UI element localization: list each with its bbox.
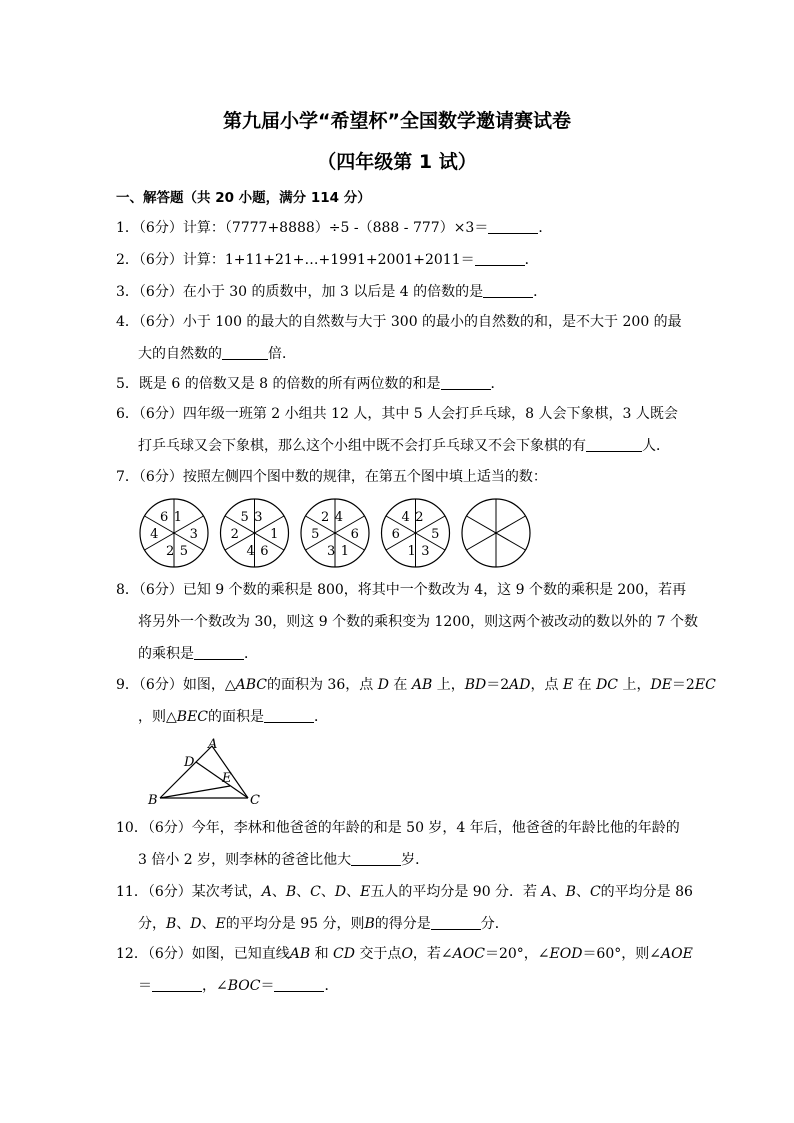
circle-number: 3 (189, 527, 198, 542)
answer-blank[interactable] (586, 435, 642, 452)
circle-number: 1 (407, 544, 416, 560)
circle-number: 5 (179, 544, 189, 560)
circle-number: 4 (334, 509, 344, 525)
question-9: 9．（6分）如图，△ABC的面积为 36，点 D 在 AB 上，BD＝2AD，点 E 在 DC 上，DE＝2EC ，则△BEC的面积是 ． (116, 677, 716, 725)
answer-blank[interactable] (488, 217, 538, 234)
circle-number: 3 (254, 509, 263, 525)
circle-number: 5 (311, 527, 320, 542)
question-3: 3．（6分）在小于 30 的质数中，加 3 以后是 4 的倍数的是 ． (116, 276, 678, 308)
answer-blank[interactable] (264, 706, 314, 723)
number-circles-figure (138, 495, 538, 571)
circle-number: 3 (326, 544, 336, 560)
triangle-figure (144, 736, 274, 810)
number-circle (140, 499, 208, 567)
label-d: D (184, 755, 195, 770)
circle-number: 4 (401, 509, 410, 525)
answer-blank[interactable] (483, 281, 533, 298)
number-circle[interactable] (462, 499, 530, 567)
number-circle (301, 499, 369, 567)
answer-blank[interactable] (222, 343, 268, 360)
circle-number: 6 (391, 527, 400, 542)
question-2: 2．（6分）计算：1+11+21+…+1991+2001+2011＝ ． (116, 244, 678, 276)
circle-number: 4 (150, 527, 159, 542)
circle-number: 4 (246, 544, 255, 560)
circle-number: 2 (230, 527, 239, 542)
answer-blank[interactable] (351, 849, 401, 866)
circle-number: 1 (270, 527, 279, 542)
section-heading: 一、解答题（共 20 小题，满分 114 分） (116, 190, 371, 206)
answer-blank[interactable] (152, 975, 202, 992)
circle-number: 1 (340, 544, 350, 560)
answer-blank[interactable] (475, 249, 525, 266)
question-10: 10．（6分）今年，李林和他爸爸的年龄的和是 50 岁，4 年后，他爸爸的年龄比他的年龄的 3 倍小 2 岁，则李林的爸爸比他大 岁． (116, 820, 680, 868)
page-title: 第九届小学“希望杯”全国数学邀请赛试卷 (223, 110, 571, 132)
circle-number: 6 (159, 509, 169, 525)
question-11: 11．（6分）某次考试，A、B、C、D、E五人的平均分是 90 分．若 A、B、C的平均分是 86 分，B、D、E的平均分是 95 分，则B的得分是 分． (116, 884, 693, 932)
circle-number: 2 (165, 544, 175, 560)
circle-number: 6 (350, 527, 359, 542)
circle-number: 2 (320, 509, 330, 525)
circle-number: 5 (240, 509, 249, 525)
question-1: 1．（6分）计算：（7777+8888）÷5 -（888 - 777）×3＝ ． (116, 212, 678, 244)
number-circle (221, 499, 289, 567)
question-5: 5．既是 6 的倍数又是 8 的倍数的所有两位数的和是 ． (116, 368, 678, 400)
label-c: C (250, 793, 260, 808)
label-b: B (148, 793, 158, 808)
number-circle (382, 499, 450, 567)
circle-number: 6 (260, 544, 269, 560)
question-6: 6．（6分）四年级一班第 2 小组共 12 人，其中 5 人会打乒乓球，8 人会下象棋，3 人既会 打乒乓球又会下象棋，那么这个小组中既不会打乒乓球又不会下象棋的有 人． (116, 406, 678, 454)
question-7: 7．（6分）按照左侧四个图中数的规律，在第五个图中填上适当的数： (116, 469, 547, 485)
circle-number: 3 (421, 544, 430, 560)
answer-blank[interactable] (441, 373, 491, 390)
question-4: 4．（6分）小于 100 的最大的自然数与大于 300 的最小的自然数的和，是不大于 200 的最 大的自然数的 倍． (116, 314, 682, 362)
answer-blank[interactable] (274, 975, 324, 992)
circle-number: 2 (415, 509, 424, 525)
label-a: A (208, 737, 218, 752)
circle-number: 5 (431, 527, 440, 542)
answer-blank[interactable] (194, 643, 244, 660)
answer-blank[interactable] (431, 913, 481, 930)
page-subtitle: （四年级第 1 试） (317, 151, 477, 173)
label-e: E (222, 771, 232, 786)
question-8: 8．（6分）已知 9 个数的乘积是 800，将其中一个数改为 4，这 9 个数的乘积是 200，若再 将另外一个数改为 30，则这 9 个数的乘积变为 1200，则这两个被改动的数以外的 7 个数 的乘积是 ． (116, 582, 698, 662)
question-12: 12．（6分）如图，已知直线AB 和 CD 交于点O，若∠AOC＝20°，∠EOD＝60°，则∠AOE ＝ ，∠BOC＝ ． (116, 946, 693, 994)
circle-number: 1 (173, 509, 183, 525)
